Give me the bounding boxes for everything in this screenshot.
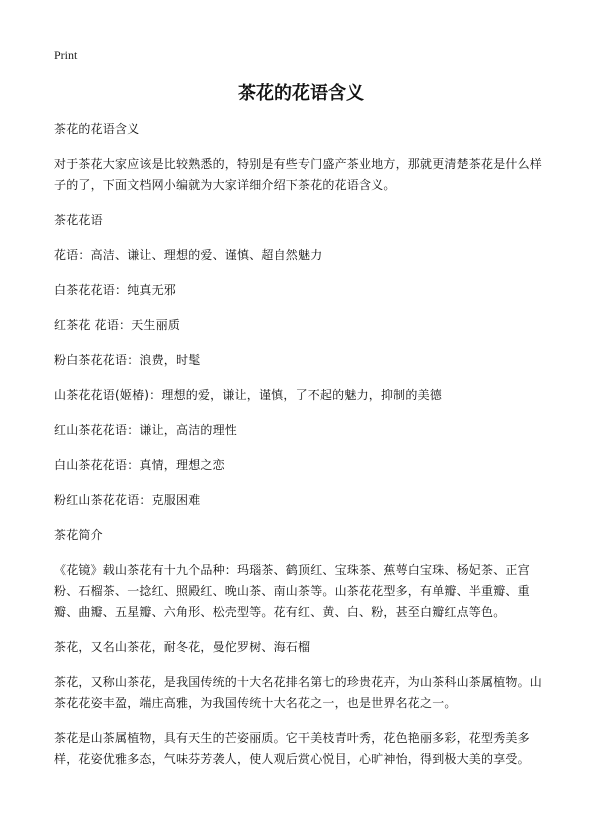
appearance-paragraph: 茶花是山茶属植物，具有天生的芒姿丽质。它干美枝青叶秀，花色艳丽多彩，花型秀美多样，花姿优雅多态，气味芬芳袭人，使人观后赏心悦目，心旷神怡，得到极大美的享受。 bbox=[54, 731, 530, 766]
description-paragraph: 茶花，又称山茶花，是我国传统的十大名花排名第七的珍贵花卉，为山茶科山茶属植物。山茶花花姿丰盈，端庄高雅，为我国传统十大名花之一，也是世界名花之一。 bbox=[54, 675, 543, 710]
flower-language-white: 白茶花花语：纯真无邪 bbox=[54, 283, 177, 297]
flower-language-red-camellia: 红山茶花花语：谦让，高洁的理性 bbox=[54, 423, 238, 437]
flower-language-pink-white: 粉白茶花花语：浪费，时髦 bbox=[54, 353, 201, 367]
print-link[interactable]: Print bbox=[54, 48, 78, 62]
section-heading-flower-language: 茶花花语 bbox=[54, 213, 103, 227]
flower-language-general: 花语：高洁、谦让、理想的爱、谨慎、超自然魅力 bbox=[54, 248, 323, 262]
varieties-paragraph: 《花镜》载山茶花有十九个品种：玛瑙茶、鹤顶红、宝珠茶、蕉萼白宝珠、杨妃茶、正宫粉、石榴茶、一捻红、照殿红、晚山茶、南山茶等。山茶花花型多，有单瓣、半重瓣、重瓣、曲瓣、五星瓣、六角形、松壳型等。花有红、黄、白、粉，甚至白瓣红点等色。 bbox=[54, 563, 530, 619]
intro-paragraph: 对于茶花大家应该是比较熟悉的，特别是有些专门盛产茶业地方，那就更清楚茶花是什么样子的了，下面文档网小编就为大家详细介绍下茶花的花语含义。 bbox=[54, 157, 543, 192]
flower-language-camellia: 山茶花花语(姬椿)：理想的爱，谦让，谨慎，了不起的魅力，抑制的美德 bbox=[54, 388, 442, 402]
section-heading-introduction: 茶花简介 bbox=[54, 528, 103, 542]
page-title: 茶花的花语含义 bbox=[238, 83, 364, 104]
subtitle-paragraph: 茶花的花语含义 bbox=[54, 122, 140, 136]
document-body bbox=[54, 119, 548, 770]
aliases-paragraph: 茶花，又名山茶花，耐冬花，曼佗罗树、海石榴 bbox=[54, 640, 311, 654]
flower-language-pink-camellia: 粉红山茶花花语：克服困难 bbox=[54, 493, 201, 507]
flower-language-white-camellia: 白山茶花花语：真情，理想之恋 bbox=[54, 458, 225, 472]
flower-language-red: 红茶花 花语：天生丽质 bbox=[54, 318, 181, 332]
